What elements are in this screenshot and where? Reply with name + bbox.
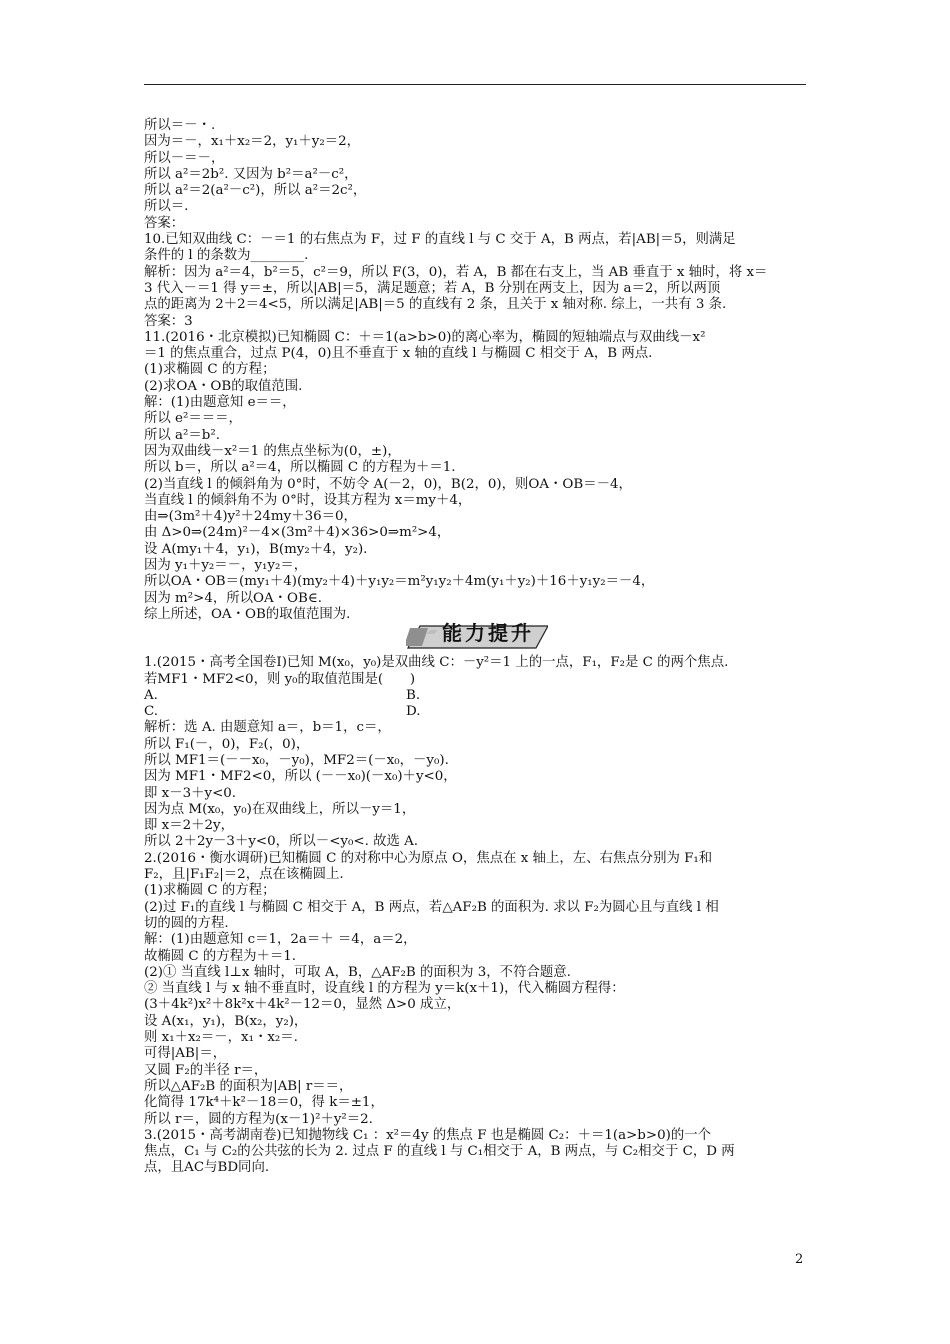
problem-block xyxy=(144,655,812,688)
section-banner-row xyxy=(144,623,812,655)
text-line: (1)求椭圆 C 的方程； xyxy=(144,362,276,378)
section-title: 能力提升 xyxy=(442,621,534,646)
text-line: (2)当直线 l 的倾斜角为 0°时，不妨令 A(－2，0)，B(2，0)，则OA・OB＝－4， xyxy=(144,476,632,492)
text-line: 所以 a²＝b². xyxy=(144,427,220,443)
solution-block-2 xyxy=(144,720,812,1176)
text-line: 1.(2015・高考全国卷Ⅰ)已知 M(x₀，y₀)是双曲线 C：－y²＝1 上的一点，F₁，F₂是 C 的两个焦点. xyxy=(144,655,729,671)
text-line: 由⇒(3m²＋4)y²＋24my＋36＝0， xyxy=(144,509,357,525)
text-line: 解析：因为 a²＝4，b²＝5，c²＝9，所以 F(3，0)，若 A，B 都在右支上，当 AB 垂直于 x 轴时，将 x＝ xyxy=(144,264,768,280)
text-line: (2)过 F₁的直线 l 与椭圆 C 相交于 A，B 两点，若△AF₂B 的面积为. 求以 F₂为圆心且与直线 l 相 xyxy=(144,899,719,915)
text-line: 若MF1・MF2<0，则 y₀的取值范围是( ) xyxy=(144,671,416,687)
text-line: 所以 e²＝＝＝， xyxy=(144,411,242,427)
text-line: 所以 a²＝2b². 又因为 b²＝a²－c²， xyxy=(144,166,358,182)
text-line: 点的距离为 2＋2＝4<5，所以满足|AB|＝5 的直线有 2 条，且关于 x 轴对称. 综上，一共有 3 条. xyxy=(144,297,727,313)
text-line: 点，且AC与BD同向. xyxy=(144,1160,270,1176)
text-line: 解析：选 A. 由题意知 a＝，b＝1，c＝， xyxy=(144,720,391,736)
text-line: 故椭圆 C 的方程为＋＝1. xyxy=(144,948,297,964)
text-line: 解：(1)由题意知 c＝1，2a＝＋ ＝4，a＝2， xyxy=(144,932,417,948)
text-line: 切的圆的方程. xyxy=(144,915,229,931)
text-line: (2)① 当直线 l⊥x 轴时，可取 A，B，△AF₂B 的面积为 3，不符合题意. xyxy=(144,964,571,980)
options-row-2 xyxy=(144,704,812,720)
text-line: 又圆 F₂的半径 r＝， xyxy=(144,1062,268,1078)
page-number: 2 xyxy=(795,1252,804,1267)
text-line: 因为 m²>4，所以OA・OB∈. xyxy=(144,590,323,606)
text-line: 10.已知双曲线 C：－＝1 的右焦点为 F，过 F 的直线 l 与 C 交于 A，B 两点，若|AB|＝5，则满足 xyxy=(144,232,736,248)
text-line: (1)求椭圆 C 的方程； xyxy=(144,883,276,899)
text-line: 因为 MF1・MF2<0，所以 (－－x₀)(－x₀)＋y<0， xyxy=(144,769,457,785)
text-line: 化简得 17k⁴＋k²－18＝0，得 k＝±1， xyxy=(144,1095,384,1111)
text-line: 所以 r＝，圆的方程为(x－1)²＋y²＝2. xyxy=(144,1111,373,1127)
text-line: 设 A(x₁，y₁)，B(x₂，y₂)， xyxy=(144,1013,308,1029)
text-line: 综上所述，OA・OB的取值范围为. xyxy=(144,606,351,622)
text-line: 当直线 l 的倾斜角不为 0°时，设其方程为 x＝my＋4， xyxy=(144,492,472,508)
text-line: 由 Δ>0⇒(24m)²－4×(3m²＋4)×36>0⇒m²>4， xyxy=(144,525,451,541)
text-line: 所以 F₁(－，0)，F₂(，0)， xyxy=(144,736,310,752)
text-line: 答案： xyxy=(144,215,185,231)
page-body xyxy=(144,118,812,1177)
text-line: 所以△AF₂B 的面积为|AB| r＝＝， xyxy=(144,1078,353,1094)
solution-block xyxy=(144,118,812,623)
header-rule xyxy=(144,84,806,85)
text-line: 11.(2016・北京模拟)已知椭圆 C：＋＝1(a>b>0)的离心率为，椭圆的短轴端点与双曲线－x² xyxy=(144,329,706,345)
text-line: 所以 MF1＝(－－x₀，－y₀)，MF2＝(－x₀，－y₀). xyxy=(144,752,449,768)
text-line: 2.(2016・衡水调研)已知椭圆 C 的对称中心为原点 O，焦点在 x 轴上，左、右焦点分别为 F₁和 xyxy=(144,850,713,866)
option-a: A. xyxy=(144,687,158,703)
text-line: ＝1 的焦点重合，过点 P(4，0)且不垂直于 x 轴的直线 l 与椭圆 C 相交于 A，B 两点. xyxy=(144,346,653,362)
text-line: 因为点 M(x₀，y₀)在双曲线上，所以－y＝1， xyxy=(144,801,416,817)
text-line: 所以＝－・. xyxy=(144,118,216,133)
option-c: C. xyxy=(144,704,159,720)
text-line: 即 x＝2＋2y， xyxy=(144,818,234,834)
text-line: 所以 b＝，所以 a²＝4，所以椭圆 C 的方程为＋＝1. xyxy=(144,460,456,476)
option-d: D. xyxy=(406,704,421,720)
text-line: 条件的 l 的条数为________. xyxy=(144,248,309,264)
text-line: F₂，且|F₁F₂|＝2，点在该椭圆上. xyxy=(144,867,344,883)
text-line: 因为双曲线－x²＝1 的焦点坐标为(0，±)， xyxy=(144,443,401,459)
text-line: 3.(2015・高考湖南卷)已知抛物线 C₁ ：x²＝4y 的焦点 F 也是椭圆 C₂：＋＝1(a>b>0)的一个 xyxy=(144,1127,712,1143)
text-line: (2)求OA・OB的取值范围. xyxy=(144,378,303,394)
text-line: 可得|AB|＝， xyxy=(144,1046,227,1062)
text-line: 所以 2＋2y－3＋y<0，所以－<y₀<. 故选 A. xyxy=(144,834,419,850)
text-line: 则 x₁＋x₂＝－，x₁・x₂＝. xyxy=(144,1030,298,1046)
text-line: 3 代入－＝1 得 y＝±，所以|AB|＝5，满足题意；若 A，B 分别在两支上，因为 a＝2，所以两顶 xyxy=(144,280,721,296)
text-line: 答案：3 xyxy=(144,313,193,329)
section-banner xyxy=(406,621,548,650)
text-line: 所以 a²＝2(a²－c²)，所以 a²＝2c²， xyxy=(144,183,367,199)
text-line: 即 x－3＋y<0. xyxy=(144,785,237,801)
text-line: 因为 y₁＋y₂＝－，y₁y₂＝， xyxy=(144,558,308,574)
text-line: 焦点，C₁ 与 C₂的公共弦的长为 2. 过点 F 的直线 l 与 C₁相交于 A，B 两点，与 C₂相交于 C，D 两 xyxy=(144,1144,735,1160)
text-line: 因为＝－，x₁＋x₂＝2，y₁＋y₂＝2， xyxy=(144,134,361,150)
text-line: ② 当直线 l 与 x 轴不垂直时，设直线 l 的方程为 y＝k(x＋1)，代入椭圆方程得： xyxy=(144,981,625,997)
options-row-1 xyxy=(144,688,812,704)
text-line: 所以OA・OB＝(my₁＋4)(my₂＋4)＋y₁y₂＝m²y₁y₂＋4m(y₁＋y₂)＋16＋y₁y₂＝－4， xyxy=(144,574,655,590)
text-line: 解：(1)由题意知 e＝＝， xyxy=(144,395,296,411)
text-line: 设 A(my₁＋4，y₁)，B(my₂＋4，y₂). xyxy=(144,541,368,557)
text-line: 所以＝. xyxy=(144,199,189,215)
text-line: (3＋4k²)x²＋8k²x＋4k²－12＝0，显然 Δ>0 成立， xyxy=(144,997,461,1013)
text-line: 所以－＝－， xyxy=(144,150,225,166)
option-b: B. xyxy=(406,687,421,703)
